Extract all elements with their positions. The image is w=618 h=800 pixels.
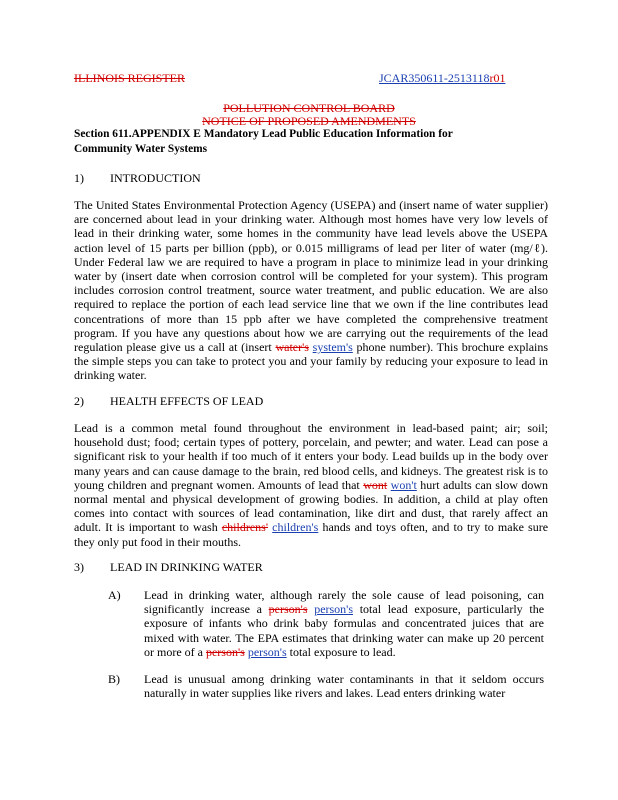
health-deleted-word-2: childrens' bbox=[221, 520, 269, 535]
health-text-2: hurt adults can slow down normal mental and physical development of growing bodies. In addition, a child at play often comes into contact with sources of lead contamination, like dirt and dust, that rarely affect an adult. It is important to wash bbox=[74, 477, 548, 535]
item-a-paragraph bbox=[144, 588, 544, 659]
intro-heading bbox=[74, 171, 201, 186]
item-a-text-1: Lead in drinking water, although rarely the sole cause of lead poisoning, can significantly increase a bbox=[144, 588, 544, 617]
drinking-heading-text: LEAD IN DRINKING WATER bbox=[110, 560, 263, 574]
health-heading-text: HEALTH EFFECTS OF LEAD bbox=[110, 394, 264, 408]
item-a-text-3: total exposure to lead. bbox=[289, 644, 396, 659]
item-a-text-2: total lead exposure, particularly the exposure of infants who drink baby formulas and concentrated juices that are mixed with water. The EPA estimates that drinking water can make up 20 percent or more of a bbox=[144, 602, 545, 659]
health-number: 2) bbox=[74, 394, 84, 408]
intro-heading-text: INTRODUCTION bbox=[110, 171, 201, 185]
section-title: Section 611.APPENDIX E Mandatory Lead Public Education Information for Community Water Systems bbox=[74, 128, 453, 155]
intro-deleted-word: water's bbox=[275, 340, 309, 355]
intro-text-2: phone number). This brochure explains the simple steps you can take to protect you and your family by reducing your exposure to lead in drinking water. bbox=[74, 340, 549, 383]
item-b-label: B) bbox=[108, 672, 120, 686]
drinking-number: 3) bbox=[74, 560, 84, 574]
drinking-heading bbox=[74, 560, 263, 575]
intro-inserted-word: system's bbox=[312, 340, 353, 355]
item-a-deleted-1: person's bbox=[268, 602, 308, 617]
health-deleted-word-1: wont bbox=[363, 477, 388, 492]
item-b-text-1: Lead is unusual among drinking water contaminants in that it seldom occurs naturally in water supplies like rivers and lakes. Lead enters drinking water bbox=[144, 672, 544, 701]
health-text-3: hands and toys often, and to try to make sure they only put food in their mouths. bbox=[74, 520, 549, 549]
health-inserted-word-1: won't bbox=[390, 477, 417, 492]
header-revision: r01 bbox=[489, 71, 506, 85]
header-register: ILLINOIS REGISTER bbox=[74, 71, 185, 85]
item-a-deleted-2: person's bbox=[205, 644, 245, 659]
item-a-label: A) bbox=[108, 588, 121, 602]
board-name: POLLUTION CONTROL BOARD bbox=[223, 101, 395, 115]
notice-title: NOTICE OF PROPOSED AMENDMENTS bbox=[202, 114, 416, 128]
item-b-paragraph bbox=[144, 672, 544, 700]
health-heading bbox=[74, 394, 263, 409]
header-code bbox=[379, 71, 505, 86]
intro-number: 1) bbox=[74, 171, 84, 185]
header-code-text: JCAR350611-2513118 bbox=[379, 71, 490, 85]
health-paragraph bbox=[74, 421, 548, 549]
item-a-inserted-2: person's bbox=[247, 644, 287, 659]
intro-paragraph bbox=[74, 198, 548, 383]
health-inserted-word-2: children's bbox=[272, 520, 319, 535]
health-text-1: Lead is a common metal found throughout the environment in lead-based paint; air; soil; household dust; food; certain types of pottery, porcelain, and pewter; and water. Lead can pose a significant risk to your health if too much of it enters your body. Lead builds up in the body over many years and can cause damage to the brain, red blood cells, and kidneys. The greatest risk is to young children and pregnant women. Amounts of lead that bbox=[74, 421, 548, 492]
intro-text-1: The United States Environmental Protection Agency (USEPA) and (insert name of water supplier) are concerned about lead in your drinking water. Although most homes have very low levels of lead in their drinking water, some homes in the community have lead levels above the USEPA action level of 15 parts per billion (ppb), or 0.015 milligrams of lead per liter of water (mg/ℓ). Under Federal law we are required to have a program in place to minimize lead in your drinking water by (insert date when corrosion control will be completed for your system). This program includes corrosion control treatment, source water treatment, and public education. We are also required to replace the portion of each lead service line that we own if the line contributes lead concentrations of more than 15 ppb after we have completed the comprehensive treatment program. If you have any questions about how we are carrying out the requirements of the lead regulation please give us a call at (insert bbox=[74, 198, 548, 355]
item-a-inserted-1: person's bbox=[314, 602, 354, 617]
